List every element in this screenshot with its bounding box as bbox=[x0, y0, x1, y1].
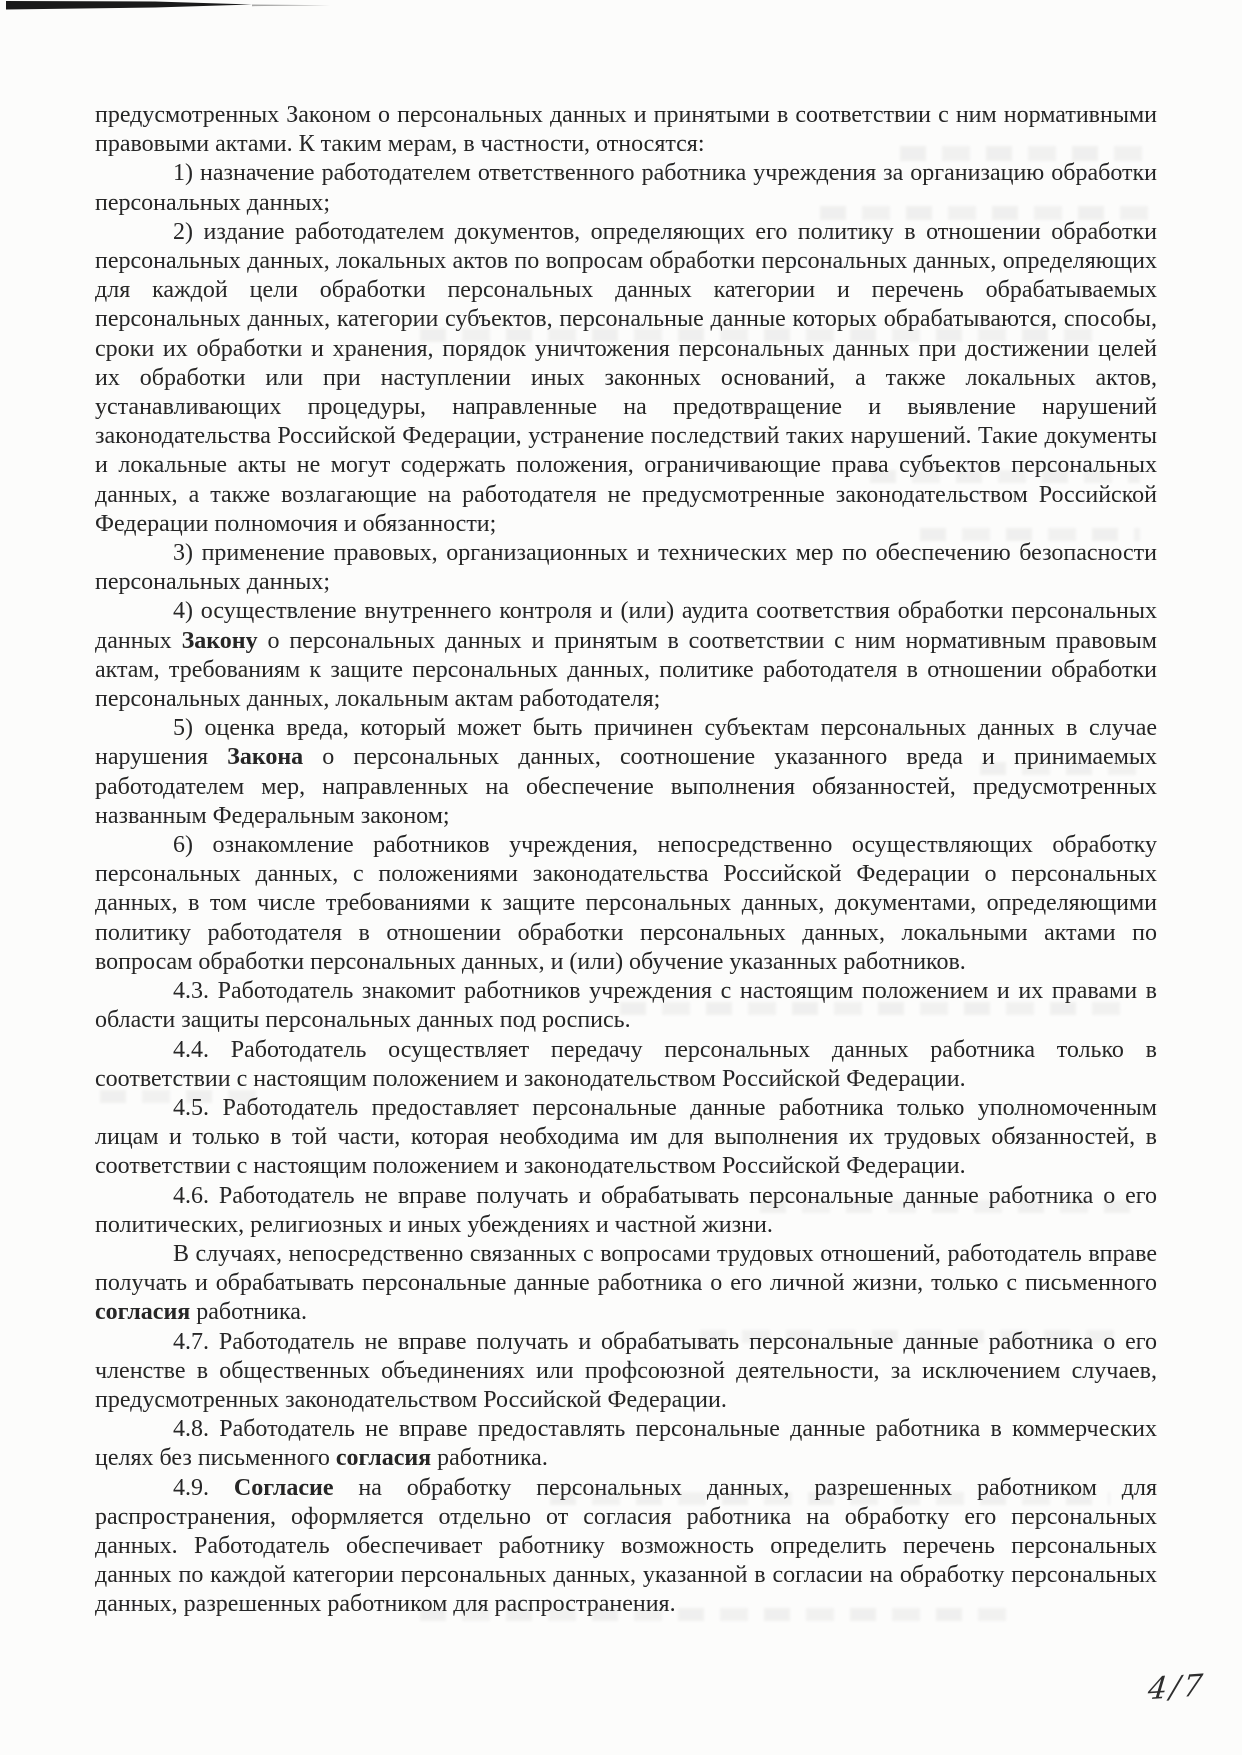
paragraph-text: 4.9. bbox=[173, 1474, 234, 1501]
paragraph bbox=[95, 159, 1157, 217]
paragraph bbox=[95, 1328, 1157, 1416]
paragraph-text: работника. bbox=[431, 1445, 548, 1472]
emphasized-term: согласия bbox=[95, 1299, 191, 1326]
paragraph-text: 5) оценка вреда, который может быть причинен субъектам персональных данных в случае нарушения bbox=[95, 715, 1157, 771]
paragraph-text: на обработку персональных данных, разрешенных работником для распространения, оформляется отдельно от согласия работника на обработку его персональных данных. Работодатель обеспечивает работнику возможность определить перечень персональных данных по каждой категории персональных данных, указанной в согласии на обработку персональных данных, разрешенных работником для распространения. bbox=[95, 1474, 1158, 1618]
paragraph-text: 6) ознакомление работников учреждения, непосредственно осуществляющих обработку персональных данных, с положениями законодательства Российской Федерации о персональных данных, в том числе требованиями к защите персональных данных, документами, определяющими политику работодателя в отношении обработки персональных данных, локальными актами по вопросам обработки персональных данных, и (или) обучение указанных работников. bbox=[95, 832, 1157, 975]
paragraph-text: 3) применение правовых, организационных и технических мер по обеспечению безопасности персональных данных; bbox=[95, 540, 1157, 596]
paragraph bbox=[95, 539, 1157, 597]
emphasized-term: Закона bbox=[227, 744, 304, 771]
scan-edge-artifact bbox=[0, 0, 340, 14]
paragraph-text: о персональных данных и принятым в соответствии с ним нормативным правовым актам, требованиям к защите персональных данных, политике работодателя в отношении обработки персональных данных, локальным актам работодателя; bbox=[95, 627, 1157, 713]
paragraph-text: 4.6. Работодатель не вправе получать и обрабатывать персональные данные работника о его политических, религиозных и иных убеждениях и частной жизни. bbox=[95, 1182, 1157, 1238]
paragraph-text: 4) осуществление внутреннего контроля и (или) аудита соответствия обработки персональных данных bbox=[95, 598, 1157, 654]
paragraph-text: В случаях, непосредственно связанных с вопросами трудовых отношений, работодатель вправе получать и обрабатывать персональные данные работника о его личной жизни, только с письменного bbox=[95, 1240, 1157, 1297]
paragraph bbox=[95, 597, 1157, 714]
paragraph-text: 4.5. Работодатель предоставляет персональные данные работника только уполномоченным лицам и только в той части, которая необходима им для выполнения их трудовых обязанностей, в соответствии с настоящим положением и законодательством Российской Федерации. bbox=[95, 1094, 1157, 1180]
document-text bbox=[95, 101, 1157, 1620]
paragraph bbox=[95, 101, 1157, 159]
paragraph-text: 4.7. Работодатель не вправе получать и обрабатывать персональные данные работника о его членстве в общественных объединениях или профсоюзной деятельности, за исключением случаев, предусмотренных законодательством Российской Федерации. bbox=[95, 1328, 1157, 1413]
paragraph-text: 4.8. Работодатель не вправе предоставлять персональные данные работника в коммерческих целях без письменного bbox=[95, 1416, 1157, 1472]
paragraph-text: о персональных данных, соотношение указанного вреда и принимаемых работодателем мер, направленных на обеспечение выполнения обязанностей, предусмотренных названным Федеральным законом; bbox=[95, 744, 1158, 829]
paragraph-text: 1) назначение работодателем ответственного работника учреждения за организацию обработки персональных данных; bbox=[95, 160, 1157, 216]
paragraph bbox=[95, 1240, 1157, 1328]
handwritten-page-number: 4/7 bbox=[1146, 1668, 1208, 1708]
emphasized-term: Закону bbox=[181, 627, 258, 654]
paragraph bbox=[95, 831, 1157, 977]
paragraph bbox=[95, 1094, 1157, 1182]
paragraph-text: работника. bbox=[190, 1299, 307, 1326]
paragraph bbox=[95, 1182, 1157, 1240]
paragraph bbox=[95, 977, 1157, 1035]
paragraph-text: 4.3. Работодатель знакомит работников учреждения с настоящим положением и их правами в области защиты персональных данных под роспись. bbox=[95, 978, 1157, 1034]
paragraph bbox=[95, 1415, 1157, 1473]
paragraph-text: предусмотренных Законом о персональных данных и принятыми в соответствии с ним нормативными правовыми актами. К таким мерам, в частности, относятся: bbox=[95, 102, 1157, 158]
paragraph-text: 2) издание работодателем документов, определяющих его политику в отношении обработки персональных данных, локальных актов по вопросам обработки персональных данных, определяющих для каждой цели обработки персональных данных категории и перечень обрабатываемых персональных данных, категории субъектов, персональные данные которых обрабатываются, способы, сроки их обработки и хранения, порядок уничтожения персональных данных при достижении целей их обработки или при наступлении иных законных оснований, а также локальных актов, устанавливающих процедуры, направленные на предотвращение и выявление нарушений законодательства Российской Федерации, устранение последствий таких нарушений. Такие документы и локальные акты не могут содержать положения, ограничивающие права субъектов персональных данных, а также возлагающие на работодателя не предусмотренные законодательством Российской Федерации полномочия и обязанности; bbox=[95, 218, 1157, 537]
paragraph-text: 4.4. Работодатель осуществляет передачу персональных данных работника только в соответствии с настоящим положением и законодательством Российской Федерации. bbox=[95, 1036, 1157, 1092]
paragraph bbox=[95, 1036, 1157, 1094]
paragraph bbox=[95, 1474, 1157, 1620]
paragraph bbox=[95, 218, 1157, 539]
paragraph bbox=[95, 714, 1157, 831]
emphasized-term: Согласие bbox=[233, 1474, 334, 1501]
emphasized-term: согласия bbox=[335, 1445, 432, 1472]
